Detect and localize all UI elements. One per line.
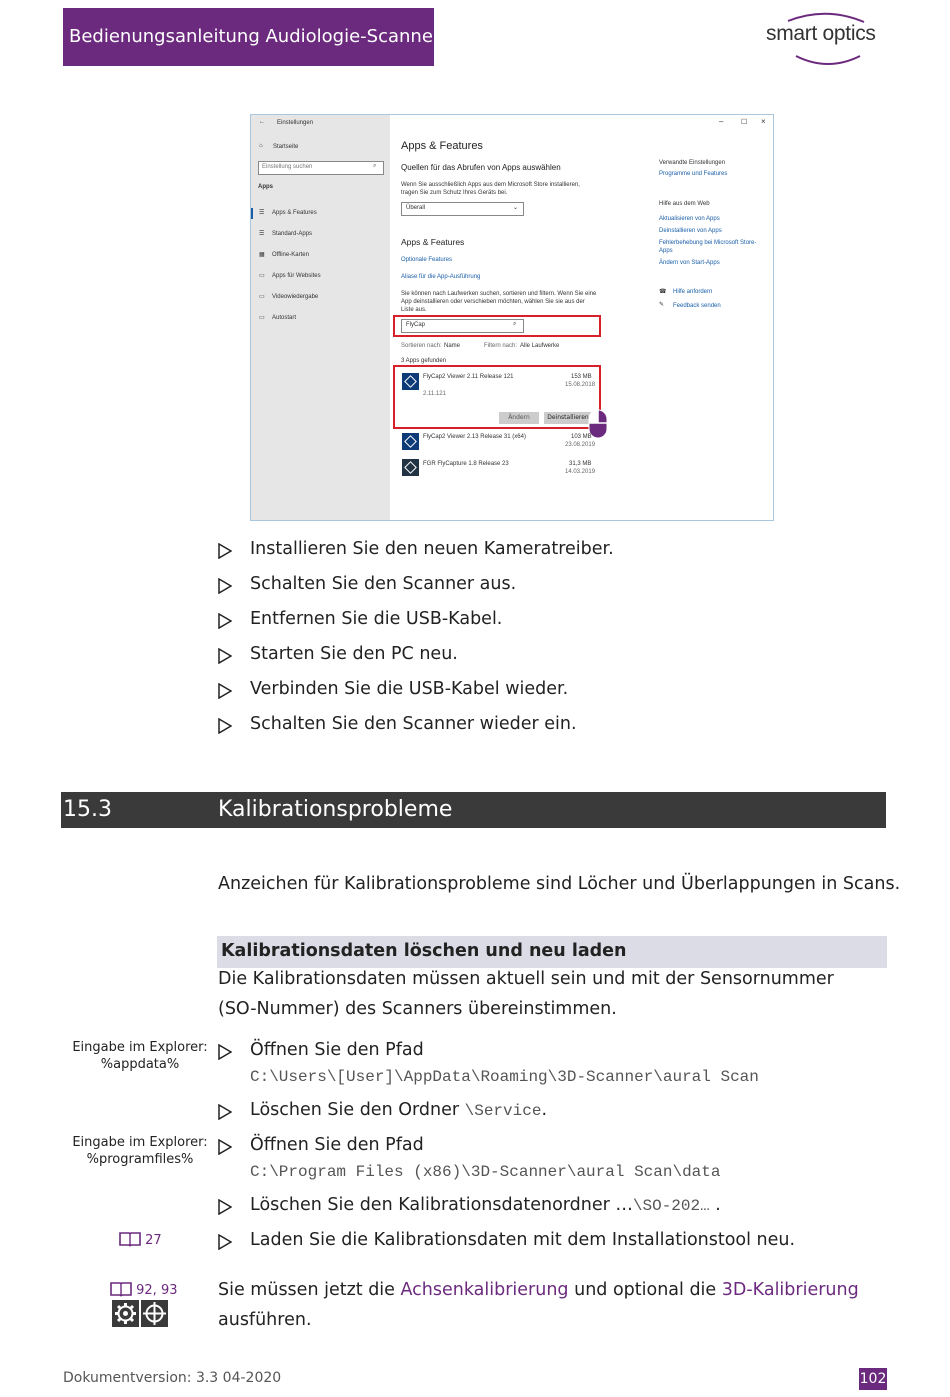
step-text: Installieren Sie den neuen Kameratreiber. [250, 539, 614, 559]
default-apps-icon: ☰ [259, 231, 265, 237]
final-instruction [218, 1280, 859, 1300]
sidebar-item-autostart: Autostart [272, 315, 297, 321]
path-programfiles: C:\Program Files (x86)\3D-Scanner\aural Scan\data [250, 1163, 721, 1181]
app-date-3: 14.03.2019 [565, 469, 596, 475]
settings-search-placeholder: Einstellung suchen [262, 164, 313, 170]
axis-calibration-link[interactable]: Achsenkalibrierung [400, 1280, 569, 1300]
step-text: Laden Sie die Kalibrationsdaten mit dem Installationstool neu. [250, 1230, 796, 1250]
step-text: Verbinden Sie die USB-Kabel wieder. [250, 679, 569, 699]
section-number: 15.3 [63, 797, 112, 822]
uninstall-button: Deinstallieren [544, 412, 592, 424]
final-text: Sie müssen jetzt die [218, 1280, 401, 1300]
sidebar-section: Apps [258, 184, 273, 190]
app-size-3: 31,3 MB [569, 461, 592, 467]
chevron-down-icon: ⌄ [513, 205, 519, 211]
sort-value: Name [444, 343, 461, 349]
modify-button: Ändern [499, 412, 539, 424]
app-search-icon: ⌕ [513, 321, 517, 327]
source-heading: Quellen für das Abrufen von Apps auswählen [401, 163, 561, 172]
page-ref-number: 27 [145, 1233, 162, 1248]
3d-calibration-link[interactable]: 3D-Kalibrierung [721, 1280, 859, 1300]
description-line-2: (SO-Nummer) des Scanners übereinstimmen. [218, 999, 617, 1019]
app-name-1: FlyCap2 Viewer 2.11 Release 121 [423, 374, 514, 380]
help-link-uninstall: Deinstallieren von Apps [659, 228, 722, 234]
bullet-triangle-icon [218, 718, 232, 734]
bullet-triangle-icon [218, 1139, 232, 1155]
home-icon: ⌂ [259, 143, 263, 149]
note-programfiles-line-2: %programfiles% [86, 1152, 194, 1167]
selected-indicator [251, 208, 253, 219]
search-text-1: Sie können nach Laufwerken suchen, sortieren und filtern. Wenn Sie eine [401, 291, 597, 297]
settings-search-box [258, 161, 384, 175]
step-text: Schalten Sie den Scanner wieder ein. [250, 714, 577, 734]
help-link-store-2: Apps [659, 248, 673, 254]
feedback-icon: ✎ [659, 302, 665, 308]
video-icon: ▭ [259, 294, 265, 300]
app-size-1: 153 MB [571, 374, 592, 380]
flycapture-app-icon [402, 459, 419, 476]
source-text-2: tragen Sie zum Schutz Ihres Geräts bei. [401, 190, 508, 196]
window-title: Einstellungen [277, 120, 314, 126]
step-text: Entfernen Sie die USB-Kabel. [250, 609, 503, 629]
sidebar-item-apps-features: Apps & Features [272, 210, 317, 216]
final-instruction-line-2: ausführen. [218, 1310, 312, 1330]
sidebar-item-apps-websites: Apps für Websites [272, 273, 321, 279]
bullet-triangle-icon [218, 578, 232, 594]
programs-features-link: Programme und Features [659, 171, 728, 177]
subheading: Kalibrationsdaten löschen und neu laden [217, 936, 887, 968]
help-link-startapps: Ändern von Start-Apps [659, 260, 720, 266]
app-alias-link: Aliase für die App-Ausführung [401, 274, 481, 280]
app-date-1: 15.08.2018 [565, 382, 596, 388]
page-ref-number: 92, 93 [136, 1283, 178, 1298]
bullet-triangle-icon [218, 1234, 232, 1250]
apps-heading: Apps & Features [401, 237, 465, 247]
back-arrow-icon: ← [259, 119, 265, 125]
source-dropdown-value: Überall [406, 205, 426, 211]
app-size-2: 103 MB [571, 434, 592, 440]
sidebar-item-default-apps: Standard-Apps [272, 231, 313, 237]
bullet-triangle-icon [218, 1199, 232, 1215]
search-icon: ⌕ [373, 163, 377, 169]
app-name-2: FlyCap2 Viewer 2.13 Release 31 (x64) [423, 434, 526, 440]
app-version-1: 2.11.121 [423, 391, 446, 397]
document-version: Dokumentversion: 3.3 04-2020 [63, 1370, 282, 1386]
page-number: 102 [859, 1368, 887, 1390]
app-name-3: FGR FlyCapture 1.8 Release 23 [423, 461, 509, 467]
axis-calibration-gear-icon [112, 1300, 139, 1327]
document-title: Bedienungsanleitung Audiologie-Scanner [63, 8, 434, 66]
service-folder: \Service [464, 1102, 542, 1120]
description-line-1: Die Kalibrationsdaten müssen aktuell sein und mit der Sensornummer [218, 969, 834, 989]
section-heading [61, 792, 886, 828]
logo-text: smart optics [766, 22, 876, 45]
sidebar-item-video: Videowiedergabe [272, 294, 319, 300]
smart-optics-logo [766, 12, 888, 66]
filter-value: Alle Laufwerke [520, 343, 560, 349]
final-text-mid: und optional die [568, 1280, 722, 1300]
source-text-1: Wenn Sie ausschließlich Apps aus dem Microsoft Store installieren, [401, 182, 580, 188]
pane-title: Apps & Features [401, 140, 483, 152]
help-link-store-1: Fehlerbehebung bei Microsoft Store- [659, 240, 757, 246]
apps-icon: ☰ [259, 210, 265, 216]
sort-label: Sortieren nach: [401, 343, 442, 349]
related-heading: Verwandte Einstellungen [659, 160, 726, 166]
help-link-update: Aktualisieren von Apps [659, 216, 720, 222]
book-icon [119, 1231, 141, 1247]
section-title: Kalibrationsprobleme [218, 797, 453, 822]
app-date-2: 23.08.2019 [565, 442, 596, 448]
book-icon [110, 1281, 132, 1297]
bullet-triangle-icon [218, 613, 232, 629]
page-ref-27 [119, 1231, 162, 1248]
sidebar-home: Startseite [273, 144, 299, 150]
search-text-3: Liste aus. [401, 307, 427, 313]
step-text: Schalten Sie den Scanner aus. [250, 574, 517, 594]
minimize-icon: – [719, 117, 724, 126]
note-appdata-line-1: Eingabe im Explorer: [72, 1040, 208, 1055]
search-text-2: App deinstallieren oder verschieben möchten, wählen Sie sie aus der [401, 299, 585, 305]
help-heading: Hilfe aus dem Web [659, 201, 710, 207]
apps-found: 3 Apps gefunden [401, 358, 447, 364]
bullet-triangle-icon [218, 1044, 232, 1060]
step-text: Löschen Sie den Ordner [250, 1100, 465, 1120]
windows-settings-screenshot [250, 114, 774, 521]
get-help-link: Hilfe anfordern [673, 289, 713, 295]
note-programfiles [60, 1134, 220, 1168]
step-text: Löschen Sie den Kalibrationsdatenordner … [250, 1195, 633, 1215]
app-search-value: FlyCap [406, 322, 426, 328]
note-appdata-line-2: %appdata% [100, 1057, 180, 1072]
intro-text: Anzeichen für Kalibrationsprobleme sind Löcher und Überlappungen in Scans. [218, 874, 901, 894]
optional-features-link: Optionale Features [401, 257, 453, 263]
filter-label: Filtern nach: [484, 343, 518, 349]
step-text: Öffnen Sie den Pfad [250, 1135, 424, 1155]
flycap-app-icon [402, 373, 419, 390]
note-appdata [60, 1039, 220, 1073]
source-dropdown [401, 202, 524, 216]
close-icon: × [761, 117, 766, 126]
3d-calibration-target-icon [141, 1300, 168, 1327]
maximize-icon: ☐ [741, 119, 748, 126]
bullet-triangle-icon [218, 1104, 232, 1120]
flycap-app-icon-2 [402, 433, 419, 450]
help-icon: ☎ [659, 289, 667, 295]
map-icon: ▦ [259, 252, 265, 258]
web-icon: ▭ [259, 273, 265, 279]
bullet-triangle-icon [218, 648, 232, 664]
bullet-triangle-icon [218, 543, 232, 559]
step-text: Öffnen Sie den Pfad [250, 1040, 424, 1060]
page-ref-92-93 [110, 1281, 178, 1298]
calibration-folder: \SO-202… [632, 1197, 710, 1215]
step-text: Starten Sie den PC neu. [250, 644, 458, 664]
step-period: . [541, 1100, 548, 1120]
feedback-link: Feedback senden [673, 303, 721, 309]
sidebar-item-offline-maps: Offline-Karten [272, 252, 309, 258]
step-period: . [709, 1195, 721, 1215]
highlight-search [393, 315, 601, 337]
bullet-triangle-icon [218, 683, 232, 699]
note-programfiles-line-1: Eingabe im Explorer: [72, 1135, 208, 1150]
autostart-icon: ▭ [259, 315, 265, 321]
path-appdata: C:\Users\[User]\AppData\Roaming\3D-Scanner\aural Scan [250, 1068, 759, 1086]
